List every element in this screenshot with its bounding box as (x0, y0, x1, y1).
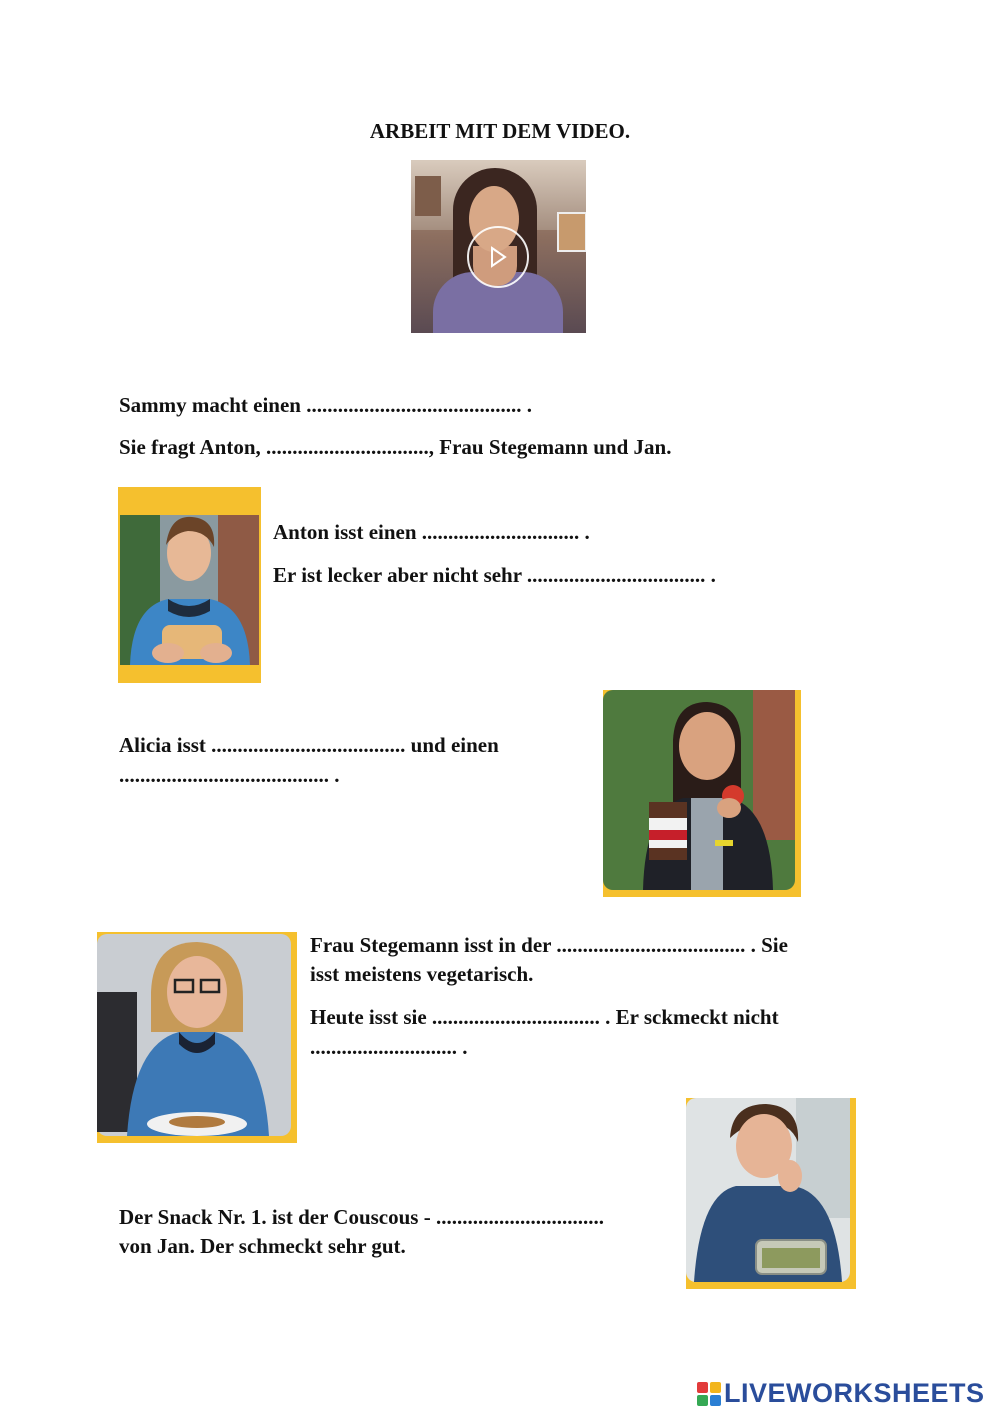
sentence-jan-1: Der Snack Nr. 1. ist der Couscous - ................................ (119, 1205, 604, 1229)
sentence-frau-4: ............................ . (310, 1035, 468, 1059)
sentence-alicia-2: ........................................ . (119, 763, 340, 787)
sentence-anton-1: Anton isst einen .............................. . (273, 520, 590, 544)
worksheet-title: ARBEIT MIT DEM VIDEO. (369, 119, 631, 143)
jan-photo (686, 1098, 856, 1289)
liveworksheets-logo (697, 1378, 985, 1409)
anton-photo (118, 487, 261, 683)
sentence-sammy: Sammy macht einen ......................................... . (119, 393, 532, 417)
liveworksheets-logo-text: LIVEWORKSHEETS (724, 1378, 985, 1408)
sentence-frau-3: Heute isst sie ................................ . Er sckmeckt nicht (310, 1005, 779, 1029)
frau-stegemann-photo (97, 932, 297, 1143)
sentence-frau-2: isst meistens vegetarisch. (310, 962, 534, 986)
sentence-frau-1: Frau Stegemann isst in der .................................... . Sie (310, 933, 788, 957)
alicia-photo (603, 690, 801, 897)
sentence-anton-2: Er ist lecker aber nicht sehr .................................. . (273, 563, 716, 587)
sentence-fragt: Sie fragt Anton, ..............................., Frau Stegemann und Jan. (119, 435, 672, 459)
sentence-jan-2: von Jan. Der schmeckt sehr gut. (119, 1234, 406, 1258)
liveworksheets-logo-icon (697, 1382, 721, 1406)
video-thumbnail[interactable] (411, 160, 586, 333)
play-icon[interactable] (467, 226, 529, 288)
sentence-alicia-1: Alicia isst ..................................... und einen (119, 733, 499, 757)
